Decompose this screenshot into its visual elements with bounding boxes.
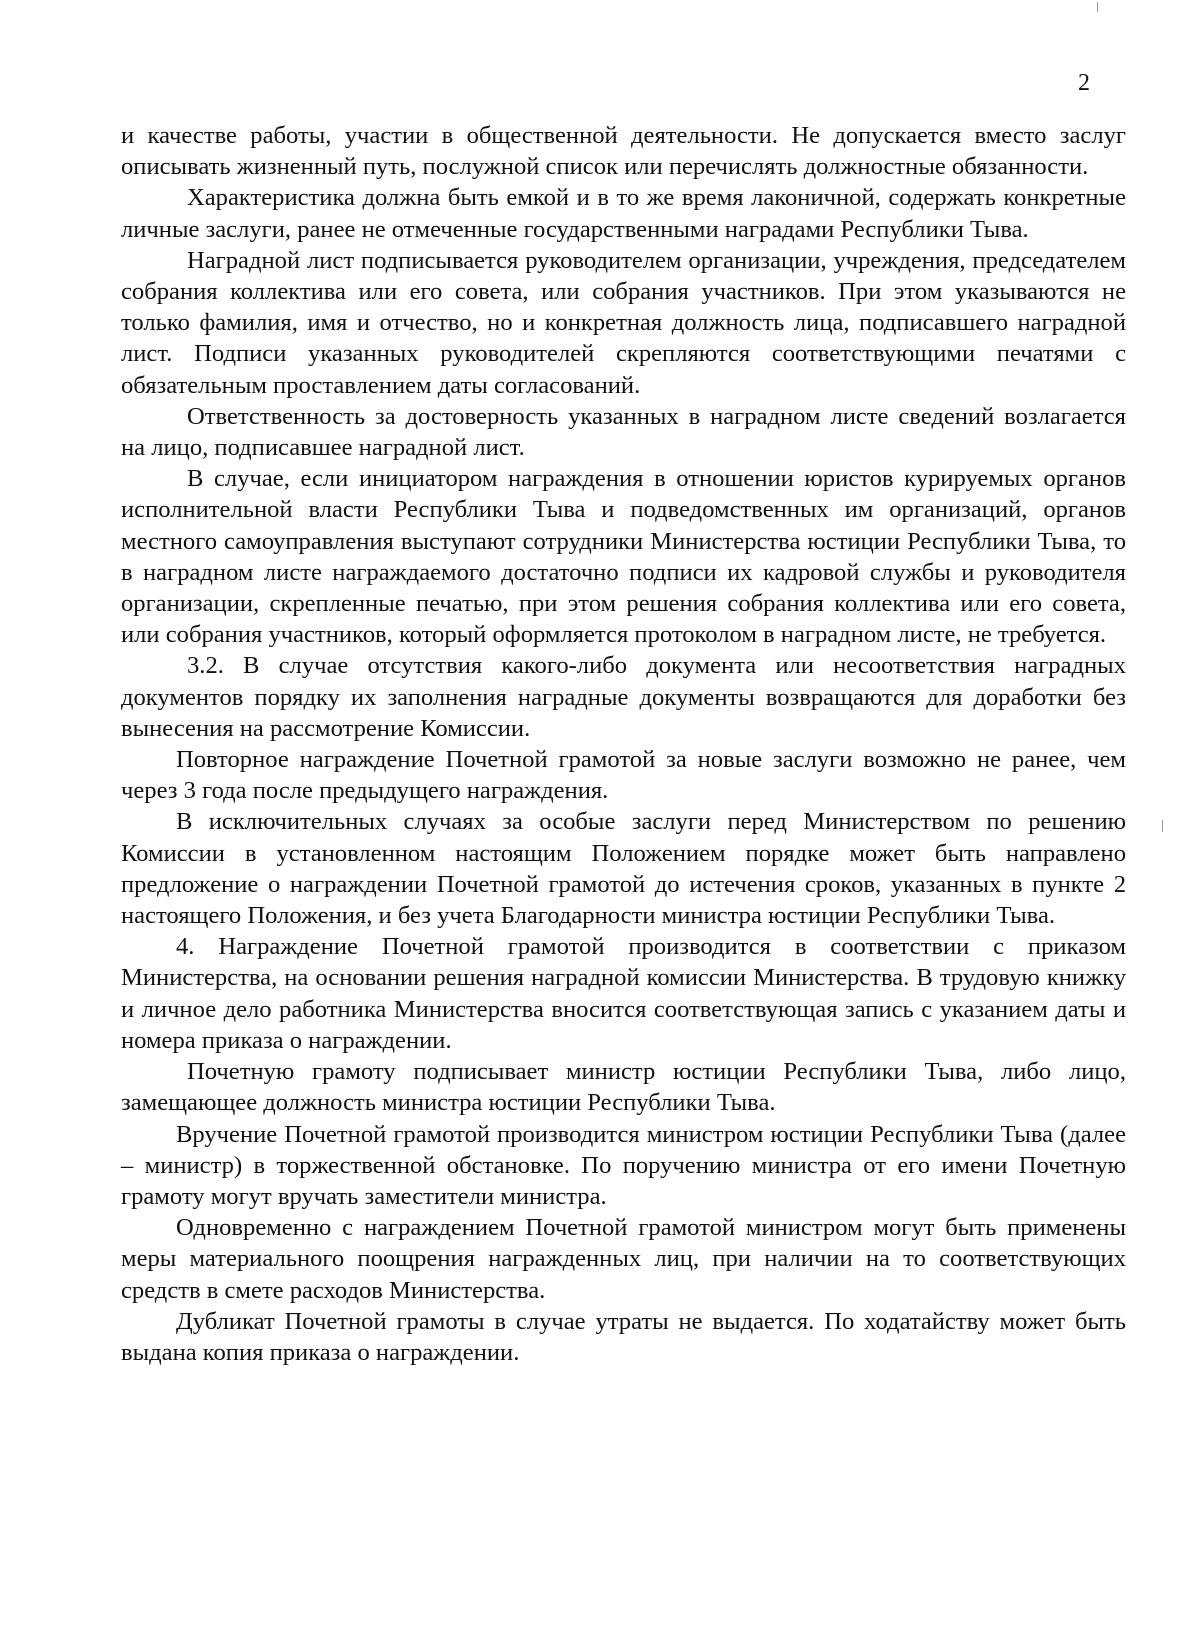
paragraph-7: Повторное награждение Почетной грамотой за новые заслуги возможно не ранее, чем через 3 года после предыдущего награждения. bbox=[121, 746, 1126, 805]
paragraph-3: Наградной лист подписывается руководителем организации, учреждения, председателем собрания коллектива или его совета, или собрания участников. При этом указываются не только фамилия, имя и отчество, но и конкретная должность лица, подписавшего наградной лист. Подписи указанных руководителей скрепляются соответствующими печатями с обязательным проставлением даты согласований. bbox=[121, 246, 1126, 399]
scan-mark-right bbox=[1162, 820, 1163, 832]
paragraph-1: и качестве работы, участии в общественной деятельности. Не допускается вместо заслуг описывать жизненный путь, послужной список или перечислять должностные обязанности. bbox=[121, 122, 1126, 181]
paragraph-10: Почетную грамоту подписывает министр юстиции Республики Тыва, либо лицо, замещающее должность министра юстиции Республики Тыва. bbox=[121, 1058, 1126, 1117]
scan-mark-top bbox=[1097, 2, 1098, 12]
paragraph-4: Ответственность за достоверность указанных в наградном листе сведений возлагается на лицо, подписавшее наградной лист. bbox=[121, 402, 1126, 462]
paragraph-12: Одновременно с награждением Почетной грамотой министром могут быть применены меры материального поощрения награжденных лиц, при наличии на то соответствующих средств в смете расходов Министерства. bbox=[121, 1214, 1126, 1304]
paragraph-13: Дубликат Почетной грамоты в случае утраты не выдается. По ходатайству может быть выдана копия приказа о награждении. bbox=[121, 1307, 1126, 1366]
paragraph-5: В случае, если инициатором награждения в отношении юристов курируемых органов исполнительной власти Республики Тыва и подведомственных им организаций, органов местного самоуправления выступают сотрудники Министерства юстиции Республики Тыва, то в наградном листе награждаемого достаточно подписи их кадровой службы и руководителя организации, скрепленные печатью, при этом решения собрания коллектива или его совета, или собрания участников, который оформляется протоколом в наградном листе, не требуется. bbox=[121, 465, 1126, 649]
page-number: 2 bbox=[1078, 70, 1090, 96]
paragraph-2: Характеристика должна быть емкой и в то же время лаконичной, содержать конкретные личные заслуги, ранее не отмеченные государственными наградами Республики Тыва. bbox=[121, 184, 1126, 243]
paragraph-9: 4. Награждение Почетной грамотой производится в соответствии с приказом Министерства, на основании решения наградной комиссии Министерства. В трудовую книжку и личное дело работника Министерства вносится соответствующая запись с указанием даты и номера приказа о награждении. bbox=[121, 933, 1126, 1054]
paragraph-11: Вручение Почетной грамотой производится министром юстиции Республики Тыва (далее – министр) в торжественной обстановке. По поручению министра от его имени Почетную грамоту могут вручать заместители министра. bbox=[121, 1120, 1126, 1210]
paragraph-8: В исключительных случаях за особые заслуги перед Министерством по решению Комиссии в установленном настоящим Положением порядке может быть направлено предложение о награждении Почетной грамотой до истечения сроков, указанных в пункте 2 настоящего Положения, и без учета Благодарности министра юстиции Республики Тыва. bbox=[121, 808, 1126, 930]
body-text bbox=[121, 120, 1126, 1368]
paragraph-6: 3.2. В случае отсутствия какого-либо документа или несоответствия наградных документов порядку их заполнения наградные документы возвращаются для доработки без вынесения на рассмотрение Комиссии. bbox=[121, 652, 1126, 742]
